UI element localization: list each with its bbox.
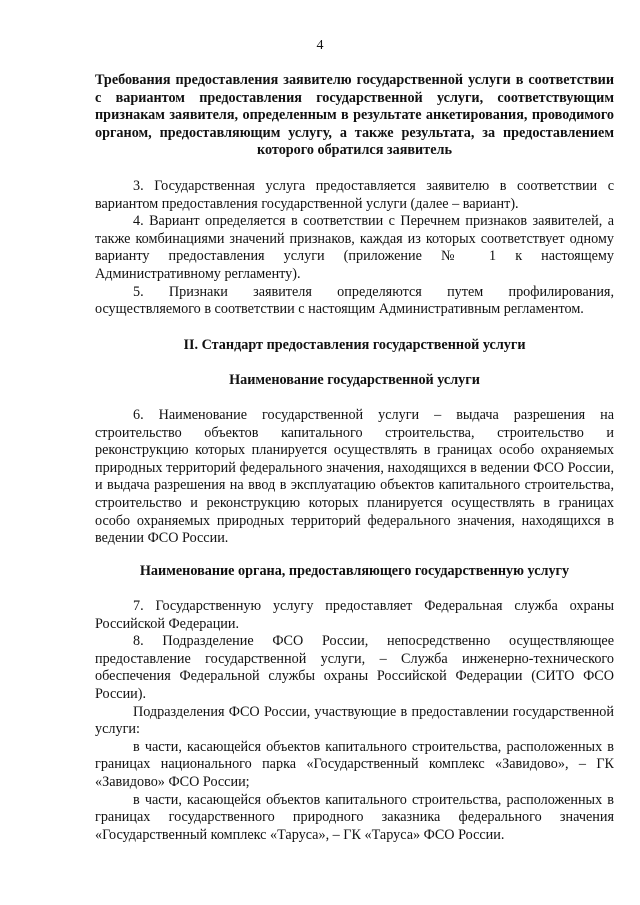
- paragraph-6: 6. Наименование государственной услуги – выдача разрешения на строительство объектов капитального строительства, строительство и реконструкцию которых планируется осуществлять в границах особо охраняемых природных территорий федерального значения, находящихся в ведении ФСО России, и выдача разрешения на ввод в эксплуатацию объектов капитального строительства, строительство и реконструкцию которых планируется осуществлять в границах особо охраняемых природных территорий федерального значения, находящихся в ведении ФСО России.: [95, 407, 614, 547]
- tarusa-item: в части, касающейся объектов капитального строительства, расположенных в границах государственного природного заказника федерального значения «Государственный комплекс «Таруса», – ГК «Таруса» ФСО России.: [95, 791, 614, 843]
- paragraph-5: 5. Признаки заявителя определяются путем профилирования, осуществляемого в соответствии с настоящим Административным регламентом.: [95, 283, 614, 318]
- paragraph-3: 3. Государственная услуга предоставляется заявителю в соответствии с вариантом предоставления государственной услуги (далее – вариант).: [95, 178, 614, 212]
- zavidovo-item: в части, касающейся объектов капитального строительства, расположенных в границах национального парка «Государственный комплекс «Завидово», – ГК «Завидово» ФСО России;: [95, 738, 614, 790]
- paragraph-7: 7. Государственную услугу предоставляет Федеральная служба охраны Российской Федерации.: [95, 598, 614, 632]
- paragraph-6-block: [95, 407, 614, 548]
- service-name-heading-block: [95, 372, 614, 390]
- participating-units-intro: Подразделения ФСО России, участвующие в предоставлении государственной услуги:: [95, 703, 614, 738]
- paragraph-8: 8. Подразделение ФСО России, непосредственно осуществляющее предоставление государственной услуги, – Служба инженерно-технического обеспечения Федеральной службы охраны Российской Федерации (СИТО ФСО России).: [95, 633, 614, 702]
- paragraphs-3-5: [95, 178, 614, 319]
- organ-heading-block: [95, 563, 614, 581]
- section-title-block: [95, 337, 614, 355]
- requirements-heading: Требования предоставления заявителю государственной услуги в соответствии с вариантом предоставления государственной услуги, соответствующим признакам заявителя, определенным в результате анкетирования, проводимого органом, предоставляющим услугу, а также результата, за предоставлением которого обратился заявитель: [95, 72, 614, 159]
- section-title: II. Стандарт предоставления государственной услуги: [183, 337, 526, 353]
- paragraph-4: 4. Вариант определяется в соответствии с Перечнем признаков заявителей, а также комбинациями значений признаков, каждая из которых соответствует одному варианту предоставления услуги (приложение № 1 к настоящему Административному регламенту).: [95, 213, 614, 282]
- service-name-heading: Наименование государственной услуги: [229, 372, 480, 388]
- requirements-heading-block: [95, 72, 614, 160]
- organ-heading: Наименование органа, предоставляющего государственную услугу: [139, 563, 570, 579]
- page-number: 4: [316, 38, 324, 53]
- paragraphs-7-8: [95, 598, 614, 844]
